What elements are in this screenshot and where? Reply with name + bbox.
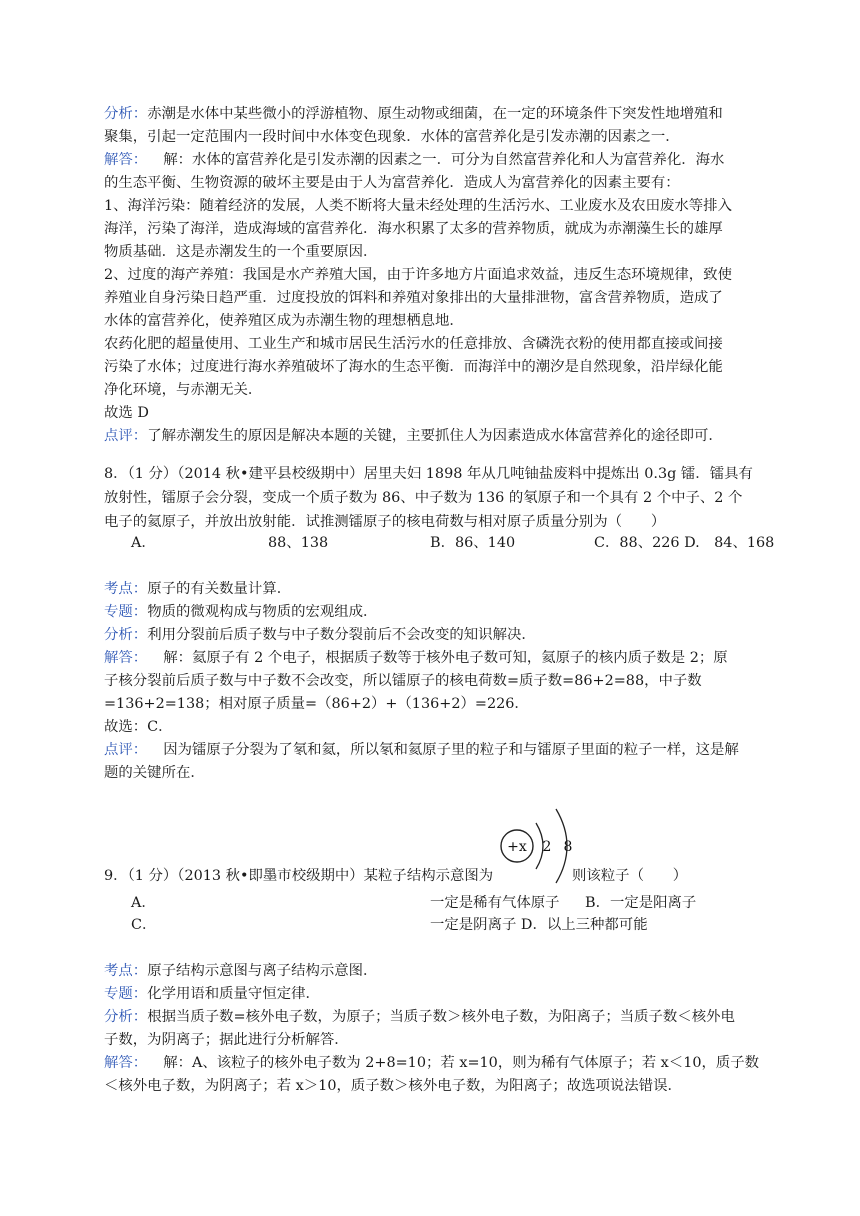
q7-answer-line: 污染了水体；过度进行海水养殖破坏了海水的生态平衡．而海洋中的潮汐是自然现象，沿岸绿化能 — [104, 359, 723, 375]
q7-answer-line: 净化环境，与赤潮无关． — [104, 382, 263, 398]
q9-option-c-letter: C． — [131, 917, 157, 933]
q9-option-c-d: 一定是阴离子 D．以上三种都可能 — [430, 917, 648, 933]
analysis-label: 分析： — [104, 106, 148, 122]
comment-label: 点评： — [104, 742, 148, 758]
q7-answer-line: 物质基础．这是赤潮发生的一个重要原因． — [104, 244, 378, 260]
q8-comment-line-2: 题的关键所在． — [104, 765, 205, 781]
q7-answer-line: 海洋，污染了海洋，造成海域的富营养化．海水积累了太多的营养物质，就成为赤潮藻生长的雄厚 — [104, 221, 723, 237]
kaodian-label: 考点： — [104, 581, 148, 597]
inner-shell-electrons: 2 — [542, 839, 552, 855]
kaodian-label: 考点： — [104, 963, 148, 979]
q7-answer-line-1: 解答： 解：水体的富营养化是引发赤潮的因素之一．可分为自然富营养化和人为富营养化．海水 — [104, 152, 725, 168]
analysis-label: 分析： — [104, 1009, 148, 1025]
q9-zhuanti: 专题：化学用语和质量守恒定律． — [104, 986, 320, 1002]
q9-analysis-line-1: 分析：根据当质子数=核外电子数，为原子；当质子数＞核外电子数，为阳离子；当质子数＜核外电 — [104, 1009, 735, 1025]
zhuanti-label: 专题： — [104, 986, 148, 1002]
q7-answer-line: 2、过度的海产养殖：我国是水产养殖大国，由于许多地方片面追求效益，违反生态环境规律，致使 — [104, 267, 732, 283]
q7-answer-line: 水体的富营养化，使养殖区成为赤潮生物的理想栖息地． — [104, 313, 464, 329]
q8-option-a-letter: A． — [131, 535, 156, 551]
q9-analysis-line-2: 子数，为阴离子；据此进行分析解答． — [104, 1032, 349, 1048]
nucleus-charge: +x — [507, 839, 527, 855]
q8-stem-line-2: 放射性，镭原子会分裂，变成一个质子数为 86、中子数为 136 的氡原子和一个具有 2 个中子、2 个 — [104, 490, 743, 506]
q8-answer-line: =136+2=138；相对原子质量=（86+2）+（136+2）=226． — [104, 696, 529, 712]
q9-stem-left: 9．（1 分）（2013 秋•即墨市校级期中）某粒子结构示意图为 — [104, 868, 494, 884]
analysis-label: 分析： — [104, 627, 148, 643]
q7-answer-choice: 故选 D — [104, 405, 149, 421]
q9-option-b: B．一定是阳离子 — [585, 895, 697, 911]
q9-kaodian: 考点：原子结构示意图与离子结构示意图． — [104, 963, 378, 979]
zhuanti-label: 专题： — [104, 604, 148, 620]
outer-shell-electrons: 8 — [563, 839, 573, 855]
q8-analysis: 分析：利用分裂前后质子数与中子数分裂前后不会改变的知识解决． — [104, 627, 536, 643]
q9-option-a-text: 一定是稀有气体原子 — [430, 895, 560, 911]
q9-option-a-letter: A． — [131, 895, 156, 911]
q7-answer-line: 养殖业自身污染日趋严重．过度投放的饵料和养殖对象排出的大量排泄物，富含营养物质，造成了 — [104, 290, 723, 306]
q8-option-a-text: 88、138 — [268, 535, 329, 551]
q7-answer-line: 的生态平衡、生物资源的破坏主要是由于人为富营养化．造成人为富营养化的因素主要有： — [104, 175, 680, 191]
q7-analysis-line-2: 聚集，引起一定范围内一段时间中水体变色现象．水体的富营养化是引发赤潮的因素之一． — [104, 129, 680, 145]
q7-analysis-line-1: 分析：赤潮是水体中某些微小的浮游植物、原生动物或细菌，在一定的环境条件下突发性地增殖和 — [104, 106, 723, 122]
q9-answer-line-2: ＜核外电子数，为阴离子；若 x＞10，质子数＞核外电子数，为阳离子；故选项说法错误． — [104, 1078, 682, 1094]
q8-stem-line-3: 电子的氦原子，并放出放射能．试推测镭原子的核电荷数与相对原子质量分别为（ ） — [104, 514, 666, 530]
q7-answer-line: 1、海洋污染：随着经济的发展，人类不断将大量未经处理的生活污水、工业废水及农田废水等排入 — [104, 198, 732, 214]
answer-label: 解答： — [104, 1055, 148, 1071]
q8-kaodian: 考点：原子的有关数量计算． — [104, 581, 292, 597]
q8-answer-choice: 故选：C． — [104, 719, 173, 735]
q7-comment: 点评：了解赤潮发生的原因是解决本题的关键，主要抓住人为因素造成水体富营养化的途径即可． — [104, 428, 723, 444]
comment-label: 点评： — [104, 428, 148, 444]
q8-stem-line-1: 8．（1 分）（2014 秋•建平县校级期中）居里夫妇 1898 年从几吨铀盐废料中提炼出 0.3g 镭．镭具有 — [104, 466, 753, 482]
answer-label: 解答： — [104, 152, 148, 168]
q8-option-b: B．86、140 — [430, 535, 516, 551]
q8-comment-line-1: 点评： 因为镭原子分裂为了氡和氦，所以氡和氦原子里的粒子和与镭原子里面的粒子一样，这是解 — [104, 742, 739, 758]
q8-zhuanti: 专题：物质的微观构成与物质的宏观组成． — [104, 604, 378, 620]
answer-label: 解答： — [104, 650, 148, 666]
q9-answer-line-1: 解答： 解：A、该粒子的核外电子数为 2+8=10；若 x=10，则为稀有气体原子；若 x＜10，质子数 — [104, 1055, 760, 1071]
q7-answer-line: 农药化肥的超量使用、工业生产和城市居民生活污水的任意排放、含磷洗衣粉的使用都直接或间接 — [104, 336, 723, 352]
q8-option-c-d: C．88、226 D. 84、168 — [594, 535, 775, 551]
q8-answer-line-1: 解答： 解：氦原子有 2 个电子，根据质子数等于核外电子数可知，氦原子的核内质子数是 2；原 — [104, 650, 728, 666]
q9-stem-right: 则该粒子（ ） — [572, 868, 688, 884]
q8-answer-line: 子核分裂前后质子数与中子数不会改变，所以镭原子的核电荷数=质子数=86+2=88，中子数 — [104, 673, 702, 689]
